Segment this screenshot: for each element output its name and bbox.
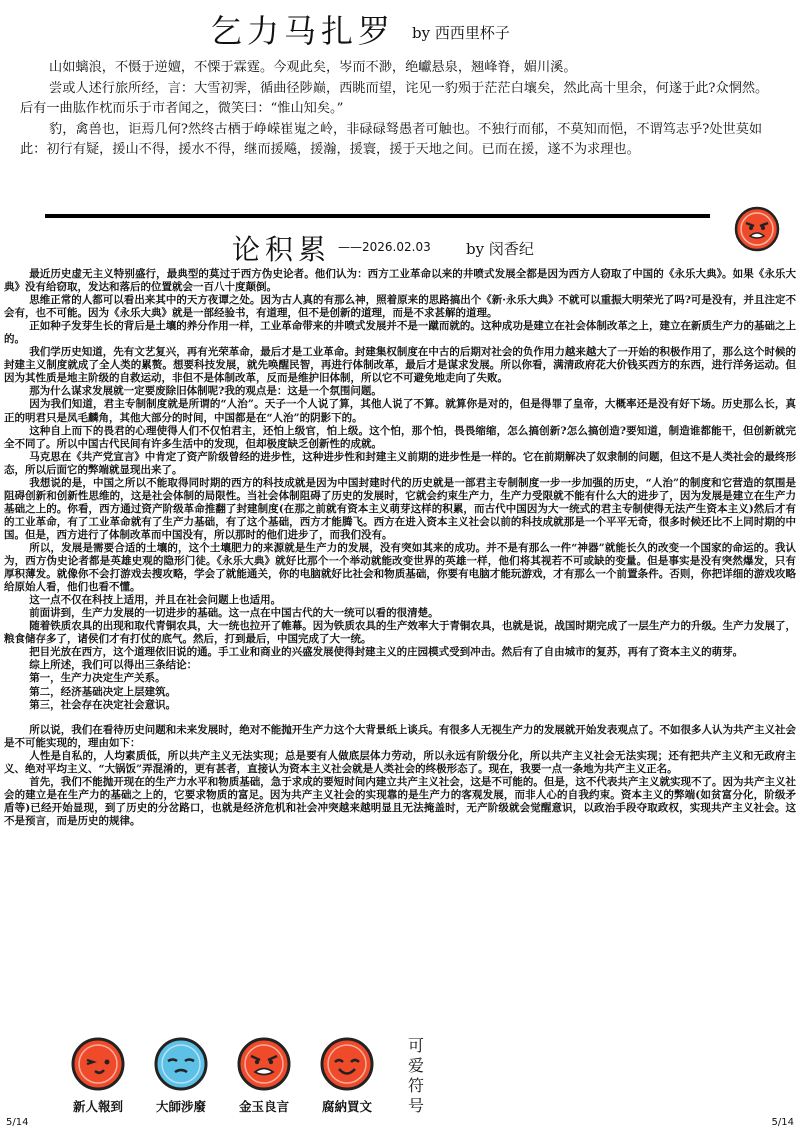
face-tongue-icon bbox=[71, 1037, 125, 1091]
poem-paragraph: 山如螭浪，不慑于逆嬗，不慄于霖霆。今观此矣，岑而不渺，绝巘悬泉，翘峰脊，媚川溪。 bbox=[49, 60, 577, 75]
essay-paragraph: 第一，生产力决定生产关系。 bbox=[29, 672, 166, 685]
poem-byline: by 西西里杯子 bbox=[412, 24, 510, 42]
essay-paragraph: 所以说，我们在看待历史问题和未来发展时，绝对不能抛开生产力这个大背景纸上谈兵。有很多人无视生产力的发展就开始发表观点了。不如很多人认为共产主义社会是不可能实现的，理由如下： bbox=[4, 723, 796, 749]
essay-body bbox=[4, 268, 796, 828]
page-number-left: 5/14 bbox=[6, 1117, 29, 1128]
essay-paragraph: 第二，经济基础决定上层建筑。 bbox=[29, 685, 177, 698]
essay-paragraph: 前面讲到，生产力发展的一切进步的基础。这一点在中国古代的大一统可以看的很清楚。 bbox=[29, 607, 439, 620]
essay-paragraph: 正如种子发芽生长的背后是土壤的养分作用一样，工业革命带来的井喷式发展并不是一蹴而就的。这种成功是建立在社会体制改革之上，建立在新质生产力的基础之上的。 bbox=[4, 320, 796, 346]
essay-paragraph: 我们学历史知道，先有文艺复兴，再有光荣革命，最后才是工业革命。封建集权制度在中古的后期对社会的负作用力越来越大了一开始的积极作用了，那么这个时候的封建主义制度就成了全人类的累赘。想要科技发展，就先唤醒民智，再进行体制改革，最后才是谋求发展。所以你看，满清政府花大价钱买西方的东西，进行洋务运动。但因为其性质是地主阶级的自救运动，非但不是体制改革，反而是维护旧体制，所以它不可避免地走向了失败。 bbox=[4, 346, 796, 385]
essay-paragraph: 这一点不仅在科技上适用，并且在社会问题上也适用。 bbox=[29, 594, 282, 607]
essay-paragraph: 我想说的是，中国之所以不能取得同时期的西方的科技成就是因为中国封建时代的历史就是一部君主专制制度一步一步加强的历史，“人治”的制度和它营造的氛围是阻碍创新和创新性思维的，这是社会体制的局限性。当社会体制阻碍了历史的发展时，它就会约束生产力，生产力受限就不能有什么大的进步了，因为发展是建立在生产力基础之上的。你看，西方通过资产阶级革命推翻了封建制度(在那之前就有资本主义萌芽这样的积累，而古代中国因为大一统式的君主专制使得无法产生资本主义)然后才有的工业革命，有了工业革命就有了生产力基础，有了这个基础，西方才能腾飞。西方在进入资本主义社会以前的科技成就那是一个平平无奇，很多时候还比不上同时期的中国。但是，西方进行了体制改革而中国没有，所以那时的他们进步了，而我们没有。 bbox=[4, 476, 796, 541]
emote-happy bbox=[297, 1037, 397, 1115]
essay-byline: by 闵香纪 bbox=[466, 240, 534, 258]
essay-paragraph: 随着铁质农具的出现和取代青铜农具，大一统也拉开了帷幕。因为铁质农具的生产效率大于青铜农具，也就是说，战国时期完成了一层生产力的升级。生产力发展了，粮食储存多了，诸侯们才有打仗的底气。然后，打到最后，中国完成了大一统。 bbox=[4, 620, 796, 646]
essay-paragraph: 最近历史虚无主义特别盛行，最典型的莫过于西方伪史论者。他们认为：西方工业革命以来的井喷式发展全都是因为西方人窃取了中国的《永乐大典》。如果《永乐大典》没有给窃取，发达和落后的位置就会一百八十度颠倒。 bbox=[4, 268, 796, 294]
emote-label: 金玉良言 bbox=[238, 1099, 289, 1114]
essay-paragraph: 那为什么谋求发展就一定要废除旧体制呢?我的观点是：这是一个氛围问题。 bbox=[29, 385, 382, 398]
emote-label: 大師涉廢 bbox=[155, 1099, 206, 1114]
essay-paragraph: 第三，社会存在决定社会意识。 bbox=[29, 698, 177, 711]
essay-paragraph: 马克思在《共产党宣言》中肯定了资产阶级曾经的进步性，这种进步性和封建主义前期的进步性是一样的。它在前期解决了奴隶制的问题，但这不是人类社会的最终形态，所以后面它的弊端就显现出来了。 bbox=[4, 450, 796, 476]
poem-paragraph: 豹，禽兽也，讵焉几何?然终古栖于峥嵘崔嵬之岭，非碌碌驽愚者可触也。不独行而郁，不莫知而悒，不谓笃志乎?处世莫如此：初行有疑，援山不得，援水不得，继而援飚，援瀚，援寰，援于天地之间。已而在援，遂不为求理也。 bbox=[20, 121, 763, 157]
face-smile-icon bbox=[320, 1037, 374, 1091]
emote-caption: 可爱符号 bbox=[408, 1036, 425, 1115]
essay-paragraph: 所以，发展是需要合适的土壤的，这个土壤肥力的来源就是生产力的发展，没有突如其来的成功。并不是有那么一件“神器”就能长久的改变一个国家的命运的。我认为，西方伪史论者都是英雄史观的隐形门徒。《永乐大典》就好比那个一个举动就能改变世界的英雄一样，他们将其视若不可或缺的变量。但是事实是没有突然爆发，只有厚积薄发。就像你不会打游戏去搜攻略，学会了就能通关，你的电脑就好比社会和物质基础，你要有电脑才能玩游戏，才有那么一个前置条件。否则，你把详细的游戏攻略给原始人看，他们也看不懂。 bbox=[4, 541, 796, 594]
essay-date: ——2026.02.03 bbox=[338, 240, 431, 254]
essay-paragraph: 人性是自私的，人均素质低，所以共产主义无法实现；总是要有人做底层体力劳动，所以永远有阶级分化，所以共产主义社会无法实现；还有把共产主义和无政府主义、绝对平均主义、“大锅饭”弄混淆的，更有甚者，直接认为资本主义社会就是人类社会的终极形态了。现在，我要一点一条地为共产主义正名。 bbox=[4, 749, 796, 775]
face-sleepy-icon bbox=[154, 1037, 208, 1091]
emote-label: 腐納買文 bbox=[321, 1099, 372, 1114]
essay-paragraph: 把目光放在西方，这个道理依旧说的通。手工业和商业的兴盛发展使得封建主义的庄园模式受到冲击。然后有了自由城市的复苏，再有了资本主义的萌芽。 bbox=[29, 646, 744, 659]
face-angry-icon bbox=[734, 206, 780, 256]
poem-paragraph: 尝或人述行旅所经，言：大雪初霁，循曲径陟巅，西眺而望，诧见一豹殒于茫茫白壤矣，然此高十里余，何遂于此?众惘然。后有一曲肱作枕而乐于市者闻之，微笑曰：“惟山知矣。” bbox=[20, 80, 769, 116]
section-divider bbox=[45, 214, 710, 218]
essay-paragraph: 这种自上而下的畏君的心理使得人们不仅怕君主，还怕上级官，怕上级。这个怕，那个怕，畏畏缩缩，怎么搞创新?怎么搞创造?要知道，制造谁都能干，但创新就完全不同了。所以中国古代民间有许多生活中的发现，但却极度缺乏创新性的成就。 bbox=[4, 424, 796, 450]
emote-label: 新人報到 bbox=[72, 1099, 123, 1114]
essay-paragraph: 因为我们知道，君主专制制度就是所谓的“人治”。天子一个人说了算，其他人说了不算。就算你是对的，但是得罪了皇帝，大概率还是没有好下场。历史那么长，真正的明君只是凤毛麟角，其他大部分的时间，中国都是在“人治”的阴影下的。 bbox=[4, 398, 796, 424]
poem-body bbox=[20, 58, 775, 161]
page-number-right: 5/14 bbox=[771, 1117, 794, 1128]
face-angry-icon bbox=[237, 1037, 291, 1091]
essay-paragraph: 思维正常的人都可以看出来其中的天方夜谭之处。因为古人真的有那么神，照着原来的思路搞出个《新·永乐大典》不就可以重振大明荣光了吗?可是没有，并且注定不会有，也不可能。因为《永乐大典》就是一部经验书，有道理，但不是创新的道理，而是不求甚解的道理。 bbox=[4, 294, 796, 320]
essay-title: 论积累 bbox=[232, 233, 332, 266]
essay-paragraph: 综上所述，我们可以得出三条结论： bbox=[29, 659, 198, 672]
poem-title: 乞力马扎罗 bbox=[210, 12, 396, 50]
essay-paragraph: 首先，我们不能抛开现在的生产力水平和物质基础，急于求成的要短时间内建立共产主义社会，这是不可能的。但是，这不代表共产主义就实现不了。因为共产主义社会的建立是在生产力的基础之上的，它要求物质的富足。因为共产主义社会的实现靠的是生产力的客观发展，而非人心的自我约束。资本主义的弊端(如贫富分化，阶级矛盾等)已经开始显现，到了历史的分岔路口，也就是经济危机和社会冲突越来越明显且无法掩盖时，无产阶级就会觉醒意识，以政治手段夺取政权，实现共产主义社会。这不是预言，而是历史的规律。 bbox=[4, 775, 796, 827]
